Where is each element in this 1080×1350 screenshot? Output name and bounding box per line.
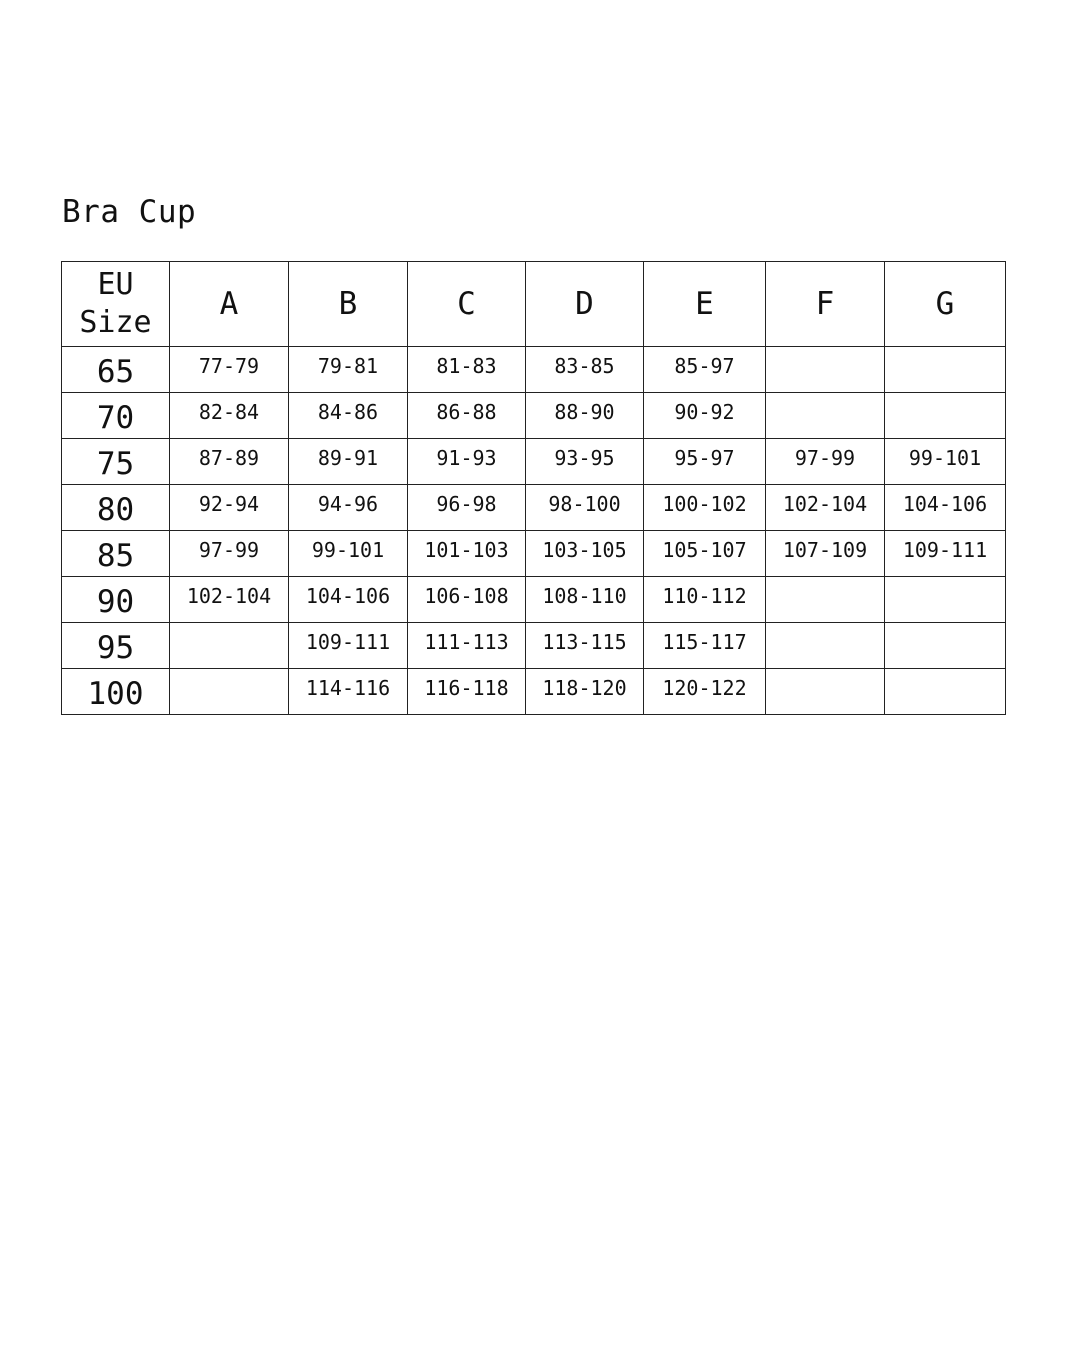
- measurement-cell: 84-86: [289, 393, 408, 439]
- measurement-cell: [170, 623, 289, 669]
- measurement-cell: 81-83: [408, 347, 526, 393]
- measurement-cell: 97-99: [170, 531, 289, 577]
- measurement-cell: 103-105: [526, 531, 644, 577]
- measurement-cell: [885, 577, 1006, 623]
- measurement-cell: 111-113: [408, 623, 526, 669]
- eu-size-cell: 75: [62, 439, 170, 485]
- measurement-cell: 107-109: [766, 531, 885, 577]
- measurement-cell: [766, 669, 885, 715]
- measurement-cell: 104-106: [289, 577, 408, 623]
- measurement-cell: [766, 577, 885, 623]
- measurement-cell: 88-90: [526, 393, 644, 439]
- measurement-cell: 95-97: [644, 439, 766, 485]
- measurement-cell: 114-116: [289, 669, 408, 715]
- table-row: [62, 623, 1006, 669]
- measurement-cell: 85-97: [644, 347, 766, 393]
- table-row: [62, 485, 1006, 531]
- eu-size-cell: 100: [62, 669, 170, 715]
- measurement-cell: 94-96: [289, 485, 408, 531]
- eu-size-cell: 70: [62, 393, 170, 439]
- measurement-cell: 79-81: [289, 347, 408, 393]
- measurement-cell: 116-118: [408, 669, 526, 715]
- measurement-cell: 101-103: [408, 531, 526, 577]
- measurement-cell: 110-112: [644, 577, 766, 623]
- measurement-cell: 77-79: [170, 347, 289, 393]
- measurement-cell: 105-107: [644, 531, 766, 577]
- measurement-cell: 108-110: [526, 577, 644, 623]
- measurement-cell: 87-89: [170, 439, 289, 485]
- eu-size-header-line2: Size: [79, 305, 152, 340]
- measurement-cell: 98-100: [526, 485, 644, 531]
- measurement-cell: 93-95: [526, 439, 644, 485]
- measurement-cell: 102-104: [170, 577, 289, 623]
- table-row: [62, 531, 1006, 577]
- measurement-cell: [766, 393, 885, 439]
- measurement-cell: 115-117: [644, 623, 766, 669]
- cup-header-a: A: [170, 262, 289, 347]
- measurement-cell: [170, 669, 289, 715]
- measurement-cell: 86-88: [408, 393, 526, 439]
- cup-header-c: C: [408, 262, 526, 347]
- measurement-cell: 118-120: [526, 669, 644, 715]
- measurement-cell: 91-93: [408, 439, 526, 485]
- measurement-cell: 96-98: [408, 485, 526, 531]
- table-row: [62, 669, 1006, 715]
- table-row: [62, 347, 1006, 393]
- measurement-cell: 90-92: [644, 393, 766, 439]
- eu-size-cell: 80: [62, 485, 170, 531]
- measurement-cell: 109-111: [885, 531, 1006, 577]
- measurement-cell: 97-99: [766, 439, 885, 485]
- cup-header-d: D: [526, 262, 644, 347]
- measurement-cell: [885, 669, 1006, 715]
- table-row: [62, 439, 1006, 485]
- cup-header-b: B: [289, 262, 408, 347]
- eu-size-header-line1: EU: [97, 267, 134, 302]
- page-title: Bra Cup: [62, 194, 197, 230]
- measurement-cell: 109-111: [289, 623, 408, 669]
- measurement-cell: 89-91: [289, 439, 408, 485]
- measurement-cell: 92-94: [170, 485, 289, 531]
- measurement-cell: 82-84: [170, 393, 289, 439]
- measurement-cell: 104-106: [885, 485, 1006, 531]
- table-row: [62, 393, 1006, 439]
- measurement-cell: 113-115: [526, 623, 644, 669]
- measurement-cell: 106-108: [408, 577, 526, 623]
- eu-size-cell: 85: [62, 531, 170, 577]
- measurement-cell: [766, 623, 885, 669]
- table-header-row: [62, 262, 1006, 347]
- cup-header-f: F: [766, 262, 885, 347]
- measurement-cell: [766, 347, 885, 393]
- cup-header-e: E: [644, 262, 766, 347]
- bra-size-table: [61, 261, 1006, 715]
- table-row: [62, 577, 1006, 623]
- measurement-cell: 99-101: [289, 531, 408, 577]
- eu-size-cell: 65: [62, 347, 170, 393]
- eu-size-header: [62, 262, 170, 347]
- cup-header-g: G: [885, 262, 1006, 347]
- eu-size-cell: 95: [62, 623, 170, 669]
- measurement-cell: [885, 347, 1006, 393]
- measurement-cell: 100-102: [644, 485, 766, 531]
- measurement-cell: 83-85: [526, 347, 644, 393]
- measurement-cell: [885, 623, 1006, 669]
- measurement-cell: [885, 393, 1006, 439]
- measurement-cell: 102-104: [766, 485, 885, 531]
- eu-size-cell: 90: [62, 577, 170, 623]
- measurement-cell: 120-122: [644, 669, 766, 715]
- measurement-cell: 99-101: [885, 439, 1006, 485]
